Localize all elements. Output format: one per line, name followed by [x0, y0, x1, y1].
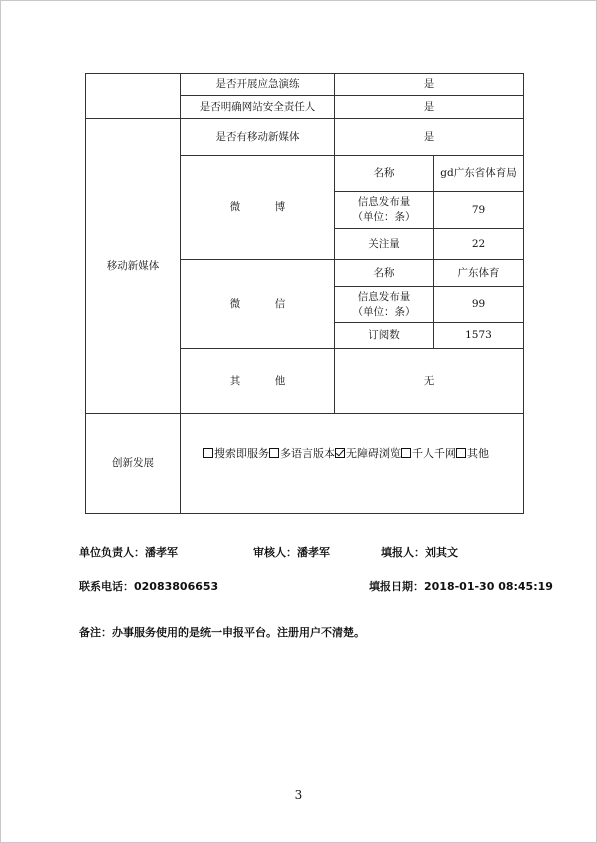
checked-checkbox-icon[interactable]	[335, 448, 345, 458]
checkbox-icon[interactable]	[269, 448, 279, 458]
checkbox-icon[interactable]	[456, 448, 466, 458]
innovation-label: 创新发展	[86, 414, 181, 514]
report-table	[85, 73, 524, 514]
row-label: 是否开展应急演练	[181, 74, 335, 96]
option-accessibility[interactable]: 无障碍浏览	[335, 446, 401, 461]
weibo-name-label: 名称	[335, 156, 434, 192]
filler: 填报人：刘其文	[381, 546, 458, 559]
innovation-options	[181, 414, 524, 514]
row-label: 是否有移动新媒体	[181, 119, 335, 156]
weibo-label: 微 博	[181, 156, 335, 260]
option-multilanguage[interactable]: 多语言版本	[269, 446, 335, 461]
weixin-sub-label: 订阅数	[335, 323, 434, 349]
row-label: 是否明确网站安全责任人	[181, 96, 335, 119]
section-label-mobile: 移动新媒体	[86, 119, 181, 414]
row-value: 是	[335, 96, 524, 119]
blank-section-cell	[86, 74, 181, 119]
unit-head: 单位负责人：潘孝军	[79, 546, 178, 559]
weibo-name-value: gd广东省体育局	[434, 156, 524, 192]
table-row	[86, 119, 524, 156]
row-value: 是	[335, 119, 524, 156]
weibo-posts-label: 信息发布量（单位：条）	[335, 192, 434, 229]
option-other[interactable]: 其他	[456, 446, 489, 461]
table-row	[86, 414, 524, 514]
option-personalized[interactable]: 千人千网	[401, 446, 456, 461]
checkbox-icon[interactable]	[401, 448, 411, 458]
table-row	[86, 74, 524, 96]
row-value: 是	[335, 74, 524, 96]
other-value: 无	[335, 349, 524, 414]
weixin-posts-label: 信息发布量（单位：条）	[335, 287, 434, 323]
reviewer: 审核人：潘孝军	[253, 546, 330, 559]
weixin-sub-value: 1573	[434, 323, 524, 349]
weibo-follow-value: 22	[434, 229, 524, 260]
innovation-options-line	[203, 446, 523, 463]
option-search-service[interactable]: 搜索即服务	[203, 446, 269, 461]
weixin-posts-value: 99	[434, 287, 524, 323]
phone: 联系电话：02083806653	[79, 580, 219, 593]
weixin-name-value: 广东体育	[434, 260, 524, 287]
weixin-name-label: 名称	[335, 260, 434, 287]
note: 备注：办事服务使用的是统一申报平台。注册用户不清楚。	[79, 626, 365, 639]
weibo-posts-value: 79	[434, 192, 524, 229]
weixin-label: 微 信	[181, 260, 335, 349]
page-number: 3	[294, 788, 303, 802]
fill-date: 填报日期：2018-01-30 08:45:19	[369, 580, 553, 593]
checkbox-icon[interactable]	[203, 448, 213, 458]
other-label: 其 他	[181, 349, 335, 414]
weibo-follow-label: 关注量	[335, 229, 434, 260]
